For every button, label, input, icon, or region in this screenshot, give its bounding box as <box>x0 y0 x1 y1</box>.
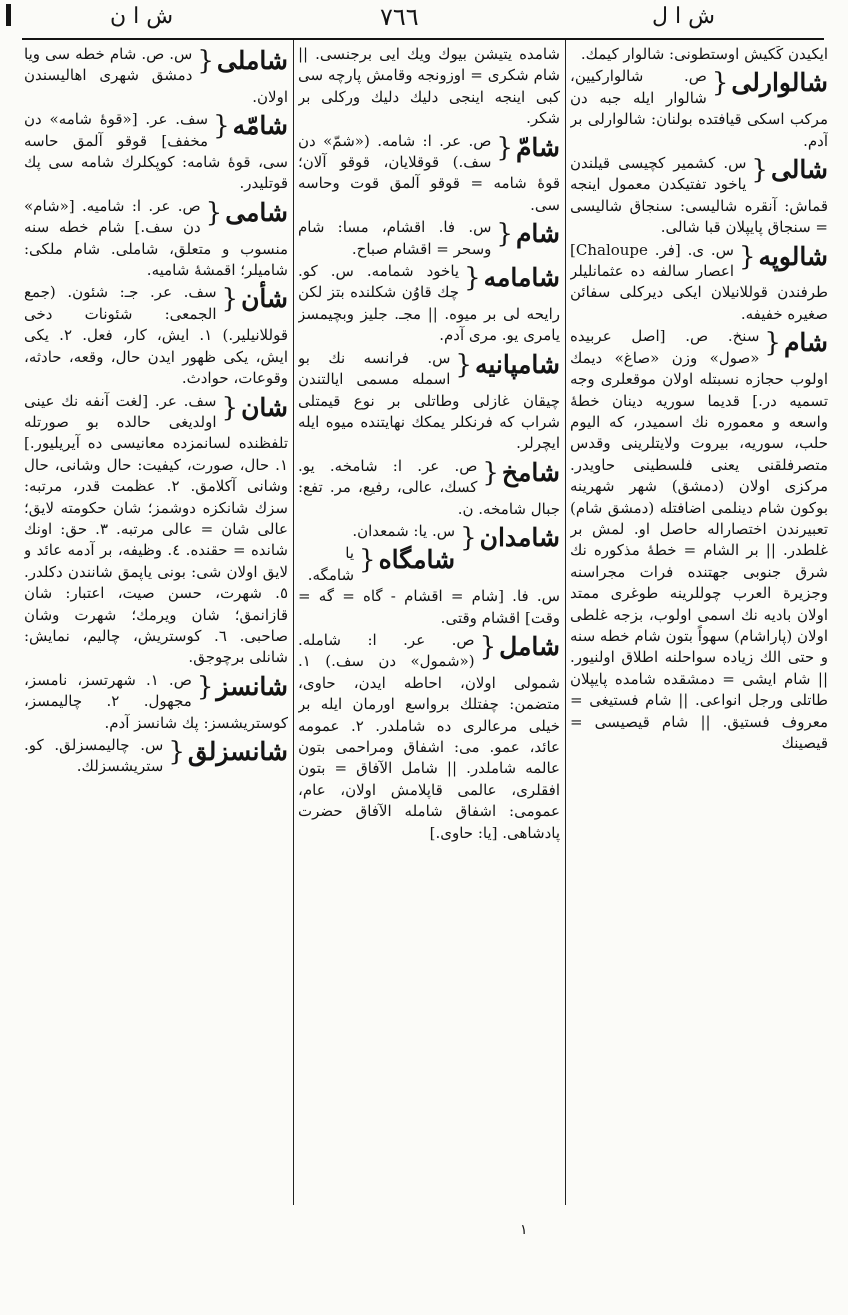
column-right <box>570 44 828 1209</box>
page-header <box>0 0 848 34</box>
dictionary-entry <box>570 44 828 65</box>
dictionary-entry <box>24 735 288 778</box>
entry-headword: شانسزلق { <box>168 735 288 767</box>
dictionary-entry <box>24 109 288 195</box>
dictionary-entry <box>570 153 828 239</box>
entry-headword: شأن { <box>222 282 288 314</box>
entry-headword: شام { <box>764 326 828 358</box>
dictionary-entry <box>298 630 560 844</box>
entry-definition: س. ص. شام خطه سى ويا دمشق شهرى اهاليسندن اولان. <box>24 45 288 106</box>
column-left <box>24 44 288 1209</box>
column-middle <box>298 44 560 1209</box>
entry-definition: ص. عر. ا: شامه. («شمّ» دن سف.) قوقلايان، قوقو آلان؛ قوهٔ شامه = قوقو آلمق قوت وحاسه سى. <box>298 131 560 214</box>
entry-definition: سف. عر. [«قوهٔ شامه» دن مخفف] قوقو آلمق حاسه سى، قوهٔ شامه: كوپكلرك شامه سى پك قوتليدر. <box>24 110 288 193</box>
entry-headword: شامپانيه { <box>455 348 560 380</box>
signature-mark: ١ <box>520 1222 528 1238</box>
entry-headword: شالى { <box>751 153 828 185</box>
dictionary-entry <box>24 670 288 734</box>
entry-definition: ص. ١. شهرتسز، نامسز، مجهول. ٢. چاليمسز، كوستريشسز: پك شانسز آدم. <box>24 670 288 732</box>
entry-definition: سنخ. ص. [اصل عربيده «صول» وزن «صاغ» ديمك اولوب حجازه نسبتله اولان موقعلرى وجه تسميه در.] قديما سوريه دينان خطهٔ واسعه و معموره نك اسميدر، كه اليوم حلب، سوريه، بيروت ولايتلرينى وقدس متصرفلقنى يعنى فلسطينى حاويدر. مركزى اولان (دمشق) شهر شهرينه بوكون شام دينلمى اضافتله (دمشق شام) تعبيرندن اختصاراله حاصل او. لمش بر غلطدر. || بر الشام = خطهٔ مذكوره نك شرق جنوبى جهتنده فرات مجراسنه وجزيرة العرب چوللرينه طوغرى ممتد اولان باديه نك اسمى اولوب، بزجه غلطى اولان (پاراشام) سهواً بتون شام خطه سنه و حتى الك زياده سواحلنه اطلاق اولنيور. || شام ايشى = دمشقده شامده پايپلان طاتلى ورجل انواعى. || شام فستيغى = معروف فستيق. || شام قيصيسى = قيصينك <box>570 327 828 752</box>
entry-definition: س. كشمير كچيسى قيلندن ياخود تفتيكدن معمول اينجه قماش: آنقره شاليسى: سنجاق شاليسى = سنجاق پايپلان قبا شالى. <box>570 154 828 237</box>
dictionary-entry <box>570 326 828 754</box>
entry-headword: شالوارلى { <box>712 66 828 98</box>
entry-definition: سف. عر. [لغت آنفه نك عينى اولديغى حالده بو صورتله تلفظنده لسانمزده معانيسى ده آيريليور.] ١. حال، صورت، كيفيت: حال وشانى، حال وشانى آكلامق. ٢. عظمت قدر، مرتبه: سزك شانكزه دوشمز؛ شان حكومته لايق؛ عالى شان = عالى مرتبه. ٣. حق: اونك شانده = حقنده. ٤. وظيفه، بر آدمه عائد و لايق اولان شى: بونى ياپمق شانندن دكلدر. ٥. شهرت، حسن صيت، اعتبار: شان قازانمق؛ شان ويرمك؛ شهرت وشان صاحبى. ٦. كوستريش، چاليم، نمايش: شانلى برچوجق. <box>24 391 288 667</box>
dictionary-entry <box>298 44 560 130</box>
entry-definition: س. فا. اقشام، مسا: شام وسحر = اقشام صباح. <box>298 218 492 258</box>
dictionary-entry <box>24 196 288 282</box>
dictionary-entry <box>298 456 560 520</box>
entry-definition: ياخود شمامه. س. كو. چك قاوُن شكلنده بتز لكن رايحه لى بر ميوه. || مجـ. جليز وبچيمسز يامرى يو. مرى آدم. <box>298 262 560 345</box>
entry-definition: س. يا: شمعدان. <box>352 521 456 540</box>
entry-headword: شامدان { <box>460 521 560 553</box>
entry-headword: شامّه { <box>213 109 288 141</box>
entry-definition: س. ى. [فر. Chaloupe] اعصار سالفه ده عثمانليلر طرفندن قوللانيلان ايكى ديركلى سفائن صغيره خفيفه. <box>570 240 828 323</box>
dictionary-entry <box>298 261 560 347</box>
entry-definition: ص. شالواركيين، شالوار ايله جبه دن مركب اسكى قيافتده بولنان: شالوارلى بر آدم. <box>570 67 828 150</box>
dictionary-entry <box>298 521 560 552</box>
entry-headword: شامخ { <box>482 456 560 488</box>
dictionary-entry <box>298 543 560 629</box>
dictionary-entry <box>298 131 560 217</box>
header-right-guideword: ش ا ل <box>652 4 715 29</box>
column-divider-right <box>565 40 566 1205</box>
entry-definition: ص. عر. ا: شامله. («شمول» دن سف.) ١. شمولى اولان، احاطه ايدن، حاوى، متضمن: چفتلك برواسع اورمان ايله بر خيلى مرعالرى ده شاملدر. ٢. عمومه عائد، عمو. مى: اشفاق ومراحمى بتون عالمه شاملدر. || شامل الآفاق = بتون افقلرى، عالمى قاپلامش اولان، عام، عمومى: اشفاق شامله الآفاق حضرت پادشاهى. [يا: حاوى.] <box>298 630 560 842</box>
entry-headword: شامى { <box>206 196 288 228</box>
dictionary-entry <box>570 66 828 152</box>
entry-definition: ص. عر. ا: شامخه. يو. كسك، عالى، رفيع، مر. تفع: جبال شامخه. ن. <box>298 456 560 518</box>
entry-headword: شامل { <box>480 630 560 662</box>
entry-definition: شامده يتيشن بيوك ويك ايى برجنسى. || شام شكرى = اوزونجه وقامش پارچه سى كبى اينجه اينجى دليك دليك وركلى بر شكر. <box>298 45 560 128</box>
entry-headword: شاملى { <box>197 44 288 76</box>
entry-headword: شام { <box>496 217 560 249</box>
page-number: ٧٦٦ <box>380 3 419 31</box>
header-rule <box>22 38 824 40</box>
entry-definition: ص. عر. ا: شاميه. [«شام» دن سف.] شام خطه سنه منسوب و متعلق، شاملى. شام ملكى: شاميلر؛ اقمشهٔ شاميه. <box>24 196 288 280</box>
dictionary-entry <box>298 217 560 260</box>
entry-headword: شامگاه { <box>359 543 455 575</box>
dictionary-entry <box>570 240 828 326</box>
dictionary-entry <box>24 391 288 669</box>
entry-headword: شالوپه { <box>739 240 828 272</box>
column-divider-left <box>293 40 294 1205</box>
entry-headword: شامامه { <box>464 261 560 293</box>
dictionary-entry <box>24 282 288 389</box>
entry-headword: شان { <box>222 391 288 423</box>
entry-definition: س. چاليمسزلق. كو. ستريشسزلك. <box>24 736 164 776</box>
header-left-guideword: ش ا ن <box>110 4 174 29</box>
entry-headword: شانسز { <box>197 670 288 702</box>
entry-definition: ايكيدن كَكيش اوستطونى: شالوار كيمك. <box>580 45 828 63</box>
entry-definition: س. فرانسه نك بو اسمله مسمى ايالتندن چيقان غازلى وطاتلى بر نوع قيمتلى شراب كه فرنكلر يمكك نهايتنده ميوه ايله ايچرلر. <box>298 348 560 453</box>
entry-definition: يا شامگه. س. فا. [شام = اقشام - گاه = گه = وقت] اقشام وقتى. <box>298 544 560 627</box>
dictionary-entry <box>298 348 560 455</box>
entry-headword: شامّ { <box>496 131 560 163</box>
entry-definition: سف. عر. جـ: شئون. (جمع الجمعى: شئونات دخى قوللانيلير.) ١. ايش، كار، فعل. ٢. يكى ايش، يكى ظهور ايدن حال، وقعه، حادثه، وقوعات، حوادث. <box>24 283 288 388</box>
dictionary-entry <box>24 44 288 108</box>
